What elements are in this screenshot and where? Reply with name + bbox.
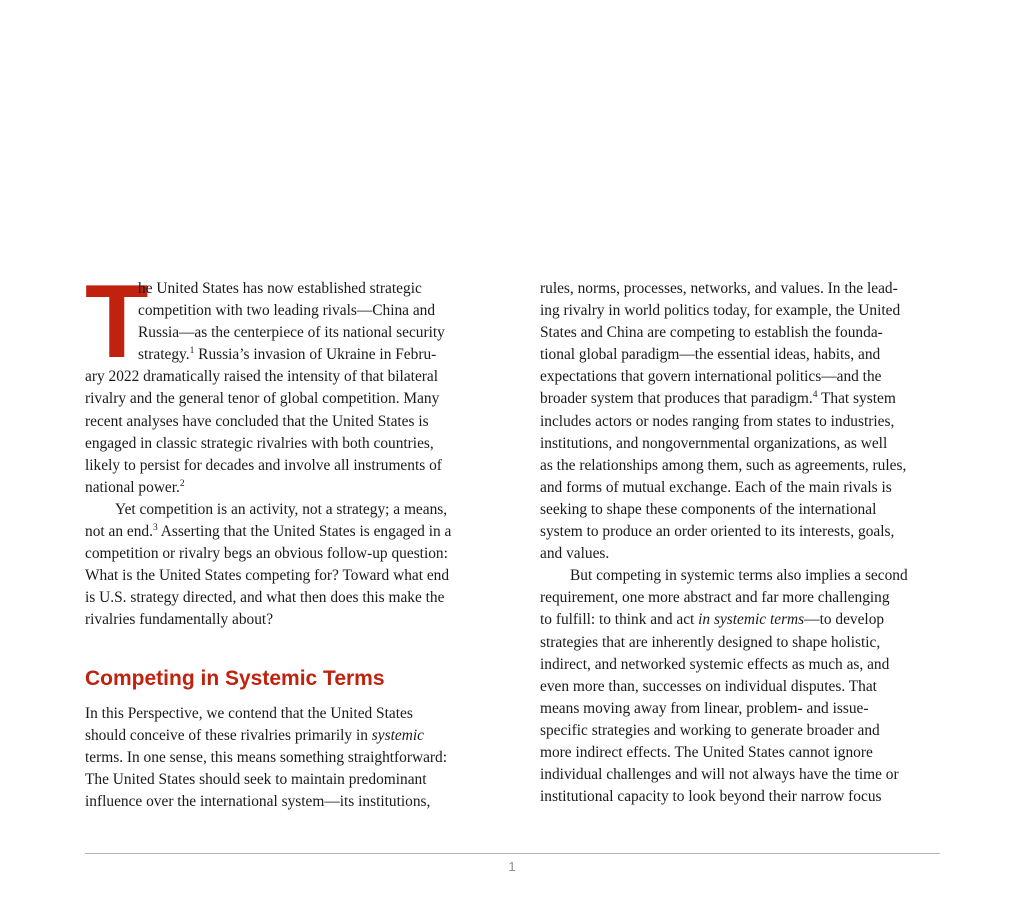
italic-run: in systemic terms	[698, 611, 805, 629]
text-run: to fulfill: to think and act	[540, 611, 699, 629]
text-line: specific strategies and working to generate broader and	[540, 721, 880, 739]
text-line	[85, 521, 487, 543]
text-line: individual challenges and will not always have the time or	[540, 766, 899, 784]
text-line: tional global paradigm—the essential ideas, habits, and	[540, 346, 881, 364]
text-run: should conceive of these rivalries primarily in	[85, 727, 372, 745]
text-run: not an end.	[85, 523, 153, 541]
text-line: Yet competition is an activity, not a strategy; a means,	[115, 500, 448, 518]
text-line: terms. In one sense, this means something straightforward:	[85, 749, 448, 767]
footnote-ref: 4	[812, 390, 818, 401]
text-run: That system	[817, 390, 896, 408]
text-run: strategy.	[138, 346, 190, 364]
text-line: likely to persist for decades and involve all instruments of	[85, 456, 442, 474]
text-line: as the relationships among them, such as agreements, rules,	[540, 456, 907, 474]
text-line: is U.S. strategy directed, and what then does this make the	[85, 589, 445, 607]
right-column	[540, 278, 942, 808]
text-line: expectations that govern international politics—and the	[540, 368, 882, 386]
text-line: strategies that are inherently designed to shape holistic,	[540, 633, 881, 651]
text-line: more indirect effects. The United States cannot ignore	[540, 743, 873, 761]
text-line: and forms of mutual exchange. Each of the main rivals is	[540, 478, 892, 496]
page-number: 1	[508, 859, 516, 874]
text-line	[85, 725, 487, 747]
text-run: Asserting that the United States is engaged in a	[157, 523, 452, 541]
text-line: rivalries fundamentally about?	[85, 611, 274, 629]
text-line: States and China are competing to establish the founda-	[540, 324, 883, 342]
text-line: ing rivalry in world politics today, for example, the United	[540, 302, 901, 320]
text-line: seeking to shape these components of the international	[540, 500, 877, 518]
footnote-ref: 3	[152, 523, 158, 534]
footnote-ref: 2	[179, 478, 185, 489]
text-line: requirement, one more abstract and far more challenging	[540, 589, 890, 607]
text-line: means moving away from linear, problem- and issue-	[540, 699, 869, 717]
italic-run: systemic	[371, 727, 424, 745]
text-line: indirect, and networked systemic effects as much as, and	[540, 655, 890, 673]
text-line: includes actors or nodes ranging from states to industries,	[540, 412, 895, 430]
text-line	[540, 388, 942, 410]
text-line: he United States has now established strategic	[138, 280, 422, 297]
text-line: competition with two leading rivals—China and	[138, 302, 436, 320]
left-column-intro	[85, 264, 487, 632]
text-line: influence over the international system—its institutions,	[85, 793, 431, 811]
footer-divider	[85, 853, 940, 854]
text-line: even more than, successes on individual disputes. That	[540, 677, 877, 695]
text-line	[85, 344, 487, 366]
text-line: competition or rivalry begs an obvious follow-up question:	[85, 545, 448, 563]
text-line	[540, 609, 942, 631]
left-column-section	[85, 703, 487, 813]
text-line: rivalry and the general tenor of global competition. Many	[85, 390, 440, 408]
text-line: But competing in systemic terms also implies a second	[570, 567, 908, 585]
footnote-ref: 1	[189, 346, 195, 357]
text-line: and values.	[540, 545, 610, 563]
text-line: system to produce an order oriented to its interests, goals,	[540, 523, 895, 541]
text-line: In this Perspective, we contend that the United States	[85, 705, 413, 722]
text-line: Russia—as the centerpiece of its national security	[138, 324, 445, 342]
text-run: national power.	[85, 478, 180, 496]
text-run: Russia’s invasion of Ukraine in Febru-	[194, 346, 437, 364]
text-line: rules, norms, processes, networks, and values. In the lead-	[540, 280, 898, 297]
text-line: engaged in classic strategic rivalries with both countries,	[85, 434, 434, 452]
text-line: institutional capacity to look beyond their narrow focus	[540, 788, 882, 806]
text-line	[85, 477, 487, 499]
text-run: broader system that produces that paradigm.	[540, 390, 813, 408]
text-line: ary 2022 dramatically raised the intensity of that bilateral	[85, 368, 439, 386]
text-line: The United States should seek to maintain predominant	[85, 771, 427, 789]
section-heading: Competing in Systemic Terms	[85, 667, 385, 690]
text-run: —to develop	[804, 611, 885, 629]
text-line: institutions, and nongovernmental organizations, as well	[540, 434, 888, 452]
text-line: recent analyses have concluded that the United States is	[85, 412, 429, 430]
text-line: What is the United States competing for? Toward what end	[85, 567, 450, 585]
drop-cap-letter: T	[85, 264, 149, 380]
